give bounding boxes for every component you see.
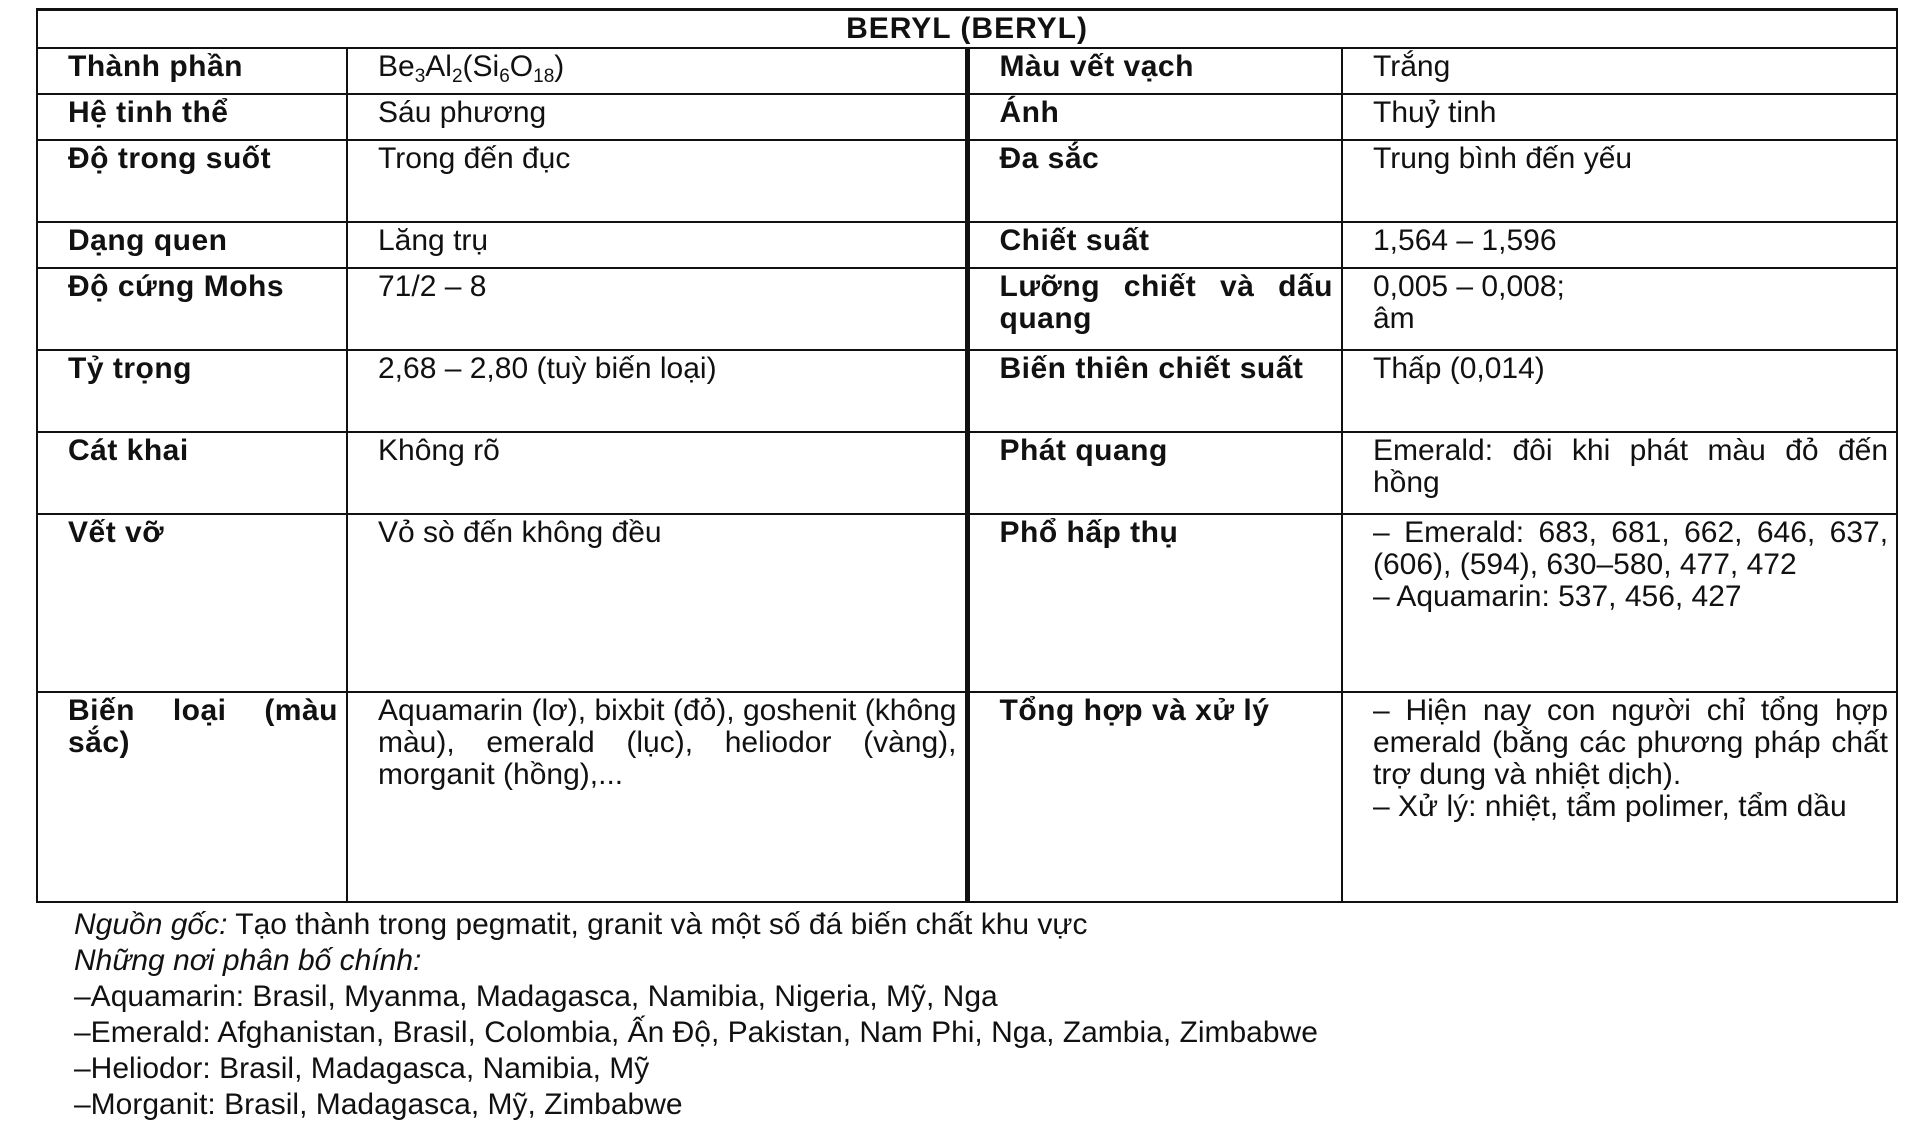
property-value: 71/2 – 8 xyxy=(347,268,967,350)
chemical-formula: $Be_3Al_2(Si_6O_{18})$ xyxy=(347,48,967,94)
distribution-item: –Emerald: Afghanistan, Brasil, Colombia, Ấn Độ, Pakistan, Nam Phi, Nga, Zambia, Zimbabwe xyxy=(74,1016,1318,1049)
property-value: Trắng xyxy=(1342,48,1897,94)
property-value: Sáu phương xyxy=(347,94,967,140)
property-value: Trong đến đục xyxy=(347,140,967,222)
table-row xyxy=(37,692,1897,902)
property-label: Ánh xyxy=(967,94,1342,140)
property-label: Dạng quen xyxy=(37,222,347,268)
value-line: 0,005 – 0,008; xyxy=(1373,270,1565,303)
property-label: Thành phần xyxy=(37,48,347,94)
distribution-item: –Aquamarin: Brasil, Myanma, Madagasca, Namibia, Nigeria, Mỹ, Nga xyxy=(74,980,998,1013)
property-label: Biến thiên chiết suất xyxy=(967,350,1342,432)
property-label: Phổ hấp thụ xyxy=(967,514,1342,692)
table-title: BERYL (BERYL) xyxy=(37,10,1897,49)
property-value xyxy=(1342,514,1897,692)
property-value: Thấp (0,014) xyxy=(1342,350,1897,432)
beryl-properties-table xyxy=(36,8,1898,903)
notes-section xyxy=(36,907,1896,1123)
property-value xyxy=(1342,692,1897,902)
property-label: Tổng hợp và xử lý xyxy=(967,692,1342,902)
property-value: 2,68 – 2,80 (tuỳ biến loại) xyxy=(347,350,967,432)
table-row xyxy=(37,140,1897,222)
distribution-label: Những nơi phân bố chính: xyxy=(74,944,422,977)
value-line: – Hiện nay con người chỉ tổng hợp emerald (bằng các phương pháp chất trợ dung và nhiệt dịch). xyxy=(1373,694,1889,791)
table-row xyxy=(37,350,1897,432)
table-row xyxy=(37,222,1897,268)
property-label: Hệ tinh thể xyxy=(37,94,347,140)
property-label: Độ trong suốt xyxy=(37,140,347,222)
table-row xyxy=(37,514,1897,692)
property-label: Biến loại (màu sắc) xyxy=(37,692,347,902)
property-value: Không rõ xyxy=(347,432,967,514)
property-value xyxy=(1342,268,1897,350)
property-label: Tỷ trọng xyxy=(37,350,347,432)
table-row xyxy=(37,48,1897,94)
value-line: – Aquamarin: 537, 456, 427 xyxy=(1373,580,1742,613)
distribution-item: –Morganit: Brasil, Madagasca, Mỹ, Zimbabwe xyxy=(74,1088,683,1121)
property-value: Lăng trụ xyxy=(347,222,967,268)
property-label: Vết vỡ xyxy=(37,514,347,692)
table-row xyxy=(37,432,1897,514)
table-row xyxy=(37,94,1897,140)
property-label: Chiết suất xyxy=(967,222,1342,268)
value-line: âm xyxy=(1373,302,1415,335)
origin-line xyxy=(74,907,1896,943)
value-line: – Emerald: 683, 681, 662, 646, 637, (606), (594), 630–580, 477, 472 xyxy=(1373,516,1889,581)
property-value: Aquamarin (lơ), bixbit (đỏ), goshenit (không màu), emerald (lục), heliodor (vàng), morganit (hồng),... xyxy=(347,692,967,902)
table-row xyxy=(37,268,1897,350)
distribution-item: –Heliodor: Brasil, Madagasca, Namibia, Mỹ xyxy=(74,1052,650,1085)
table-title-row xyxy=(37,10,1897,49)
property-label: Đa sắc xyxy=(967,140,1342,222)
property-value: 1,564 – 1,596 xyxy=(1342,222,1897,268)
beryl-sheet xyxy=(36,8,1896,1123)
property-label: Độ cứng Mohs xyxy=(37,268,347,350)
property-value: Emerald: đôi khi phát màu đỏ đến hồng xyxy=(1342,432,1897,514)
property-label: Màu vết vạch xyxy=(967,48,1342,94)
origin-label: Nguồn gốc: xyxy=(74,908,228,941)
origin-text: Tạo thành trong pegmatit, granit và một số đá biến chất khu vực xyxy=(227,908,1088,941)
property-value: Trung bình đến yếu xyxy=(1342,140,1897,222)
property-value: Vỏ sò đến không đều xyxy=(347,514,967,692)
property-label: Cát khai xyxy=(37,432,347,514)
property-label: Lưỡng chiết và dấu quang xyxy=(967,268,1342,350)
value-line: – Xử lý: nhiệt, tẩm polimer, tẩm dầu xyxy=(1373,790,1847,823)
property-label: Phát quang xyxy=(967,432,1342,514)
property-value: Thuỷ tinh xyxy=(1342,94,1897,140)
